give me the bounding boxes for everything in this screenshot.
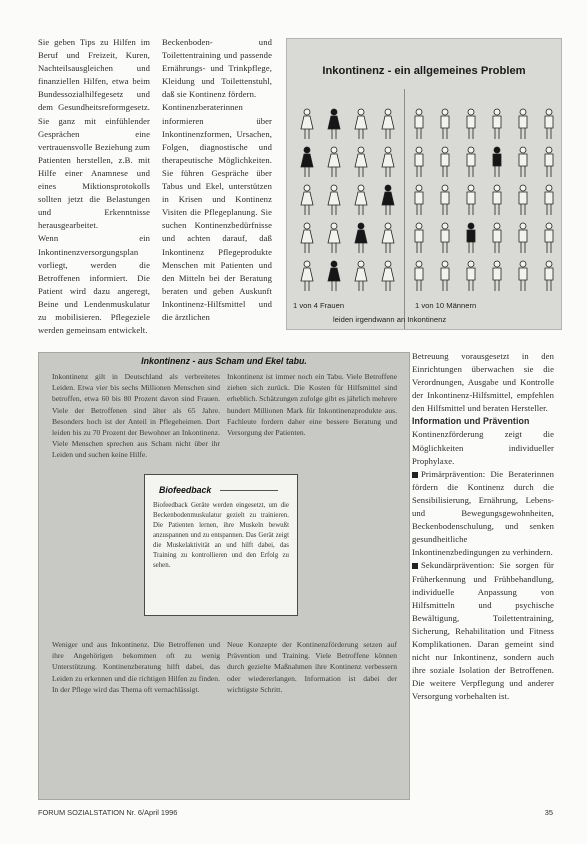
infographic-title: Inkontinenz - ein allgemeines Problem [322,65,526,77]
man-figure-icon [519,223,527,253]
col3-intro: Kontinenzförderung zeigt die Möglichkeiten individueller Prophylaxe. [412,429,554,466]
page-number: 35 [544,808,553,817]
woman-figure-icon [382,185,394,215]
woman-figure-icon [355,261,367,291]
man-figure-icon [519,147,527,177]
col2-paragraph: Kontinenzberaterinnen informieren über Inkontinenzformen, Ursachen, Folgen, diagnostische und therapeutische Möglichkeiten. Sie führen Gespräche über Tabus und Ekel, unterstützen in Krisen und Kontinenz Visiten die Pflegeplanung. Sie suchen Kontinenzbedürfnisse und achten darauf, daß Inkontinenz Pflegeprodukte Menschen mit Patienten und den Mitteln bei der Beratung beraten und geben Auskunft Inkontinenz-Hilfsmittel und die ärztlichen [162,102,272,322]
tabu-box-bottom-right-text: Neue Konzepte der Kontinenzförderung setzen auf Prävention und Training. Viele Betroffene können durch gezielte Maßnahmen ihre Kontinenz verbessern oder wiedererlangen. Information ist dabei der wichtigste Schritt. [227,640,397,694]
man-figure-icon [441,109,449,139]
biofeedback-text: Biofeedback Geräte werden eingesetzt, um die Beckenbodenmuskulatur gezielt zu trainieren. Die Patienten lernen, ihre Muskeln bewußt anzuspannen und zu entspannen. Das Gerät zeigt die Muskelaktivität an und hilft dabei, das Training zu kontrollieren und den Erfolg zu sehen. [153,502,289,569]
article-column-1 [38,36,150,337]
woman-figure-icon [328,223,340,253]
man-figure-icon [545,185,553,215]
man-figure-icon [519,185,527,215]
man-figure-icon [493,261,501,291]
infographic-footnote: leiden irgendwann an Inkontinenz [333,315,447,324]
man-figure-icon [545,223,553,253]
woman-figure-icon [328,261,340,291]
woman-figure-icon [355,147,367,177]
woman-figure-icon [301,147,313,177]
figure-grid [287,99,561,299]
man-figure-icon [467,261,475,291]
bullet-secondary: Sekundärprävention: Sie sorgen für Früherkennung und Frühbehandlung, individuelle Anpassung von Hilfsmitteln und psychische Bewältigung, Toilettentraining, Sicherung, Rehabilitation und Fitness Komplikationen. Daran gemeint sind nicht nur Inkontinenz, sondern auch ihre soziale Isolation der Betroffenen. Die weitere Verpflegung und anderer Versorgung vorbehalten ist. [412,560,554,702]
man-figure-icon [467,223,475,253]
section-heading: Information und Prävention [412,416,530,427]
biofeedback-box [144,474,298,616]
man-figure-icon [493,147,501,177]
man-figure-icon [415,261,423,291]
woman-figure-icon [382,147,394,177]
woman-figure-icon [382,261,394,291]
man-figure-icon [519,261,527,291]
col1-paragraph: Sie geben Tips zu Hilfen im Beruf und Freizeit, Kuren, Nachteilsausgleichen und finanziellen Hilfen, etwa beim Bundessozialhilfegesetz und dem Gesundheitsreformgesetz. Sie ganz mit einfühlender Gesprächen eine vertrauensvolle Beziehung zum Patienten herstellen, z.B. mit Hilfe einer Anamnese und eines Miktionsprotokolls sollten jetzt die Belastungen und Erkenntnisse herausgearbeitet. [38,37,150,231]
article-column-2 [162,36,272,324]
woman-figure-icon [301,109,313,139]
article-column-3 [412,350,554,703]
man-figure-icon [415,109,423,139]
woman-figure-icon [328,185,340,215]
man-figure-icon [441,261,449,291]
man-figure-icon [493,109,501,139]
woman-figure-icon [355,109,367,139]
woman-figure-icon [382,223,394,253]
col2-paragraph: Beckenboden- und Toilettentraining und passende Ernährungs- und Trinkpflege, Kleidung und Toilettenstuhl, daß sie Kontinenz fördern. [162,37,272,100]
woman-figure-icon [328,109,340,139]
woman-figure-icon [328,147,340,177]
man-figure-icon [415,223,423,253]
man-figure-icon [545,261,553,291]
man-figure-icon [441,185,449,215]
man-figure-icon [441,147,449,177]
man-figure-icon [467,109,475,139]
woman-figure-icon [301,223,313,253]
man-figure-icon [493,185,501,215]
tabu-box-bottom-left-text: Weniger und aus Inkontinenz. Die Betroffenen und ihre Angehörigen bekommen oft zu wenig Unterstützung. Kontinenzberatung hilft dabei, das Leiden zu erkennen und die richtigen Hilfen zu finden. In der Pflege wird das Thema oft vernachlässigt. [52,640,220,694]
man-figure-icon [519,109,527,139]
tabu-box-title: Inkontinenz - aus Scham und Ekel tabu. [141,356,307,366]
women-caption: 1 von 4 Frauen [293,301,345,310]
woman-figure-icon [301,185,313,215]
col3-paragraph: Betreuung vorausgesetzt in den Einrichtungen überwachen sie die Verordnungen, Ausgabe und Kontrolle der Inkontinenz-Hilfsmittel, empfehlen den Hilfsmittel und beraten Hersteller. [412,351,554,414]
bullet-square-icon [412,472,418,478]
woman-figure-icon [355,223,367,253]
biofeedback-title: Biofeedback [159,485,212,495]
tabu-box-right-text: Inkontinenz ist immer noch ein Tabu. Viele Betroffene ziehen sich zurück. Die Kosten für Hilfsmittel sind erheblich. Schätzungen zufolge gibt es jährlich mehrere hundert Millionen Mark für Inkontinenzprodukte aus. Fachleute fordern daher eine bessere Beratung und Versorgung der Patienten. [227,372,397,438]
man-figure-icon [415,147,423,177]
man-figure-icon [493,223,501,253]
woman-figure-icon [301,261,313,291]
man-figure-icon [441,223,449,253]
man-figure-icon [467,185,475,215]
woman-figure-icon [382,109,394,139]
title-rule [220,490,278,491]
man-figure-icon [467,147,475,177]
tabu-box-left-text: Inkontinenz gilt in Deutschland als verbreitetes Leiden. Etwa vier bis sechs Millionen Menschen sind betroffen, etwa 60 bis 80 Prozent davon sind Frauen. Viele der Betroffenen sind älter als 65 Jahre. Besonders hoch ist der Anteil in Pflegeheimen. Dort leiden bis zu 70 Prozent der Bewohner an Inkontinenz. Viele Menschen sprechen aus Scham nicht über ihr Leiden und suchen keine Hilfe. [52,372,220,460]
bullet-square-icon [412,563,418,569]
man-figure-icon [545,109,553,139]
woman-figure-icon [355,185,367,215]
page-footer: FORUM SOZIALSTATION Nr. 6/April 1996 [38,808,178,817]
men-caption: 1 von 10 Männern [415,301,477,310]
col1-paragraph: Wenn ein Inkontinenzversorgungsplan vorliegt, werden die Betroffenen informiert. Die Patient wird dazu angeregt, Beine und Lendenmuskulatur zu mobilisieren. Pflegeziele werden gemeinsam entwickelt. [38,233,150,336]
incontinence-infographic [286,38,562,330]
bullet-primary: Primärprävention: Die Beraterinnen fördern die Kontinenz durch die Sensibilisierung, Ernährung, Lebens- und Bewegungsgewohnheiten, Beckenbodenschulung, und senken gesundheitliche Inkontinenzbedingungen zu verhindern. [412,468,554,558]
man-figure-icon [545,147,553,177]
man-figure-icon [415,185,423,215]
